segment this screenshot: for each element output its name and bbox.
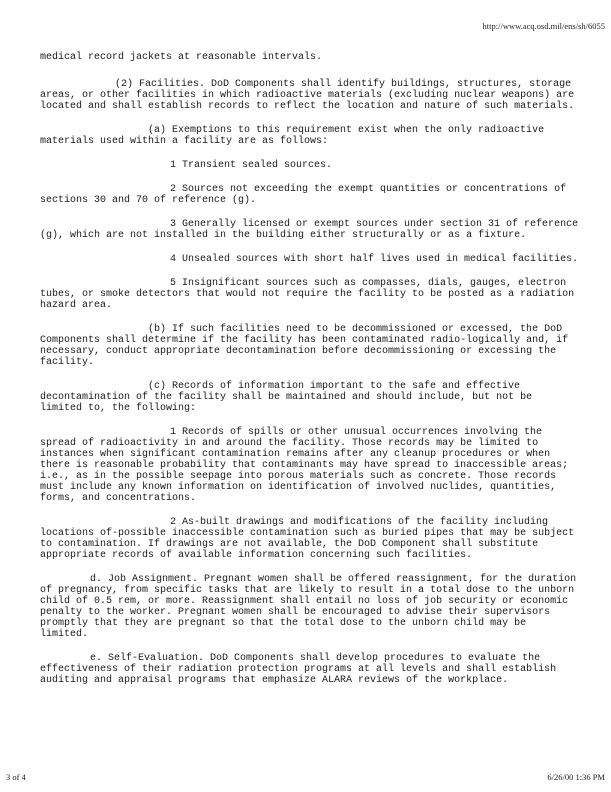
list-item-2: 2 Sources not exceeding the exempt quantities or concentrations of sections 30 and 70 of reference (g). <box>40 184 567 206</box>
records-item-1: 1 Records of spills or other unusual occurrences involving the spread of radioactivity in and around the facility. Those records may be limited to instances when significant contamination remains after any cleanup procedures or when there is reasonable probability that contaminants may have spread to inaccessible areas; i.e., as in the possible seepage into porous materials such as concrete. Those records must include any known information on identification of involved nuclides, quantities, forms, and concentrations. <box>40 427 569 504</box>
paragraph-continuation: medical record jackets at reasonable intervals. <box>40 52 323 63</box>
paragraph-decommission: (b) If such facilities need to be decommissioned or excessed, the DoD Components shall determine if the facility has been contaminated radio-logically and, if necessary, conduct appropriate decontamination before decommissioning or excessing the facility. <box>40 324 569 368</box>
records-item-2: 2 As-built drawings and modifications of the facility including locations of-possible inaccessible contamination such as buried pipes that may be subject to contamination. If drawings are not available, the DoD Component shall substitute appropriate records of available information concerning such facilities. <box>40 517 575 561</box>
list-item-4: 4 Unsealed sources with short half lives used in medical facilities. <box>170 254 579 265</box>
print-timestamp: 6/26/00 1:36 PM <box>547 772 605 782</box>
page-url: http://www.acq.osd.mil/ens/sh/6055 <box>482 21 605 31</box>
list-item-5: 5 Insignificant sources such as compasses, dials, gauges, electron tubes, or smoke detectors that would not require the facility to be posted as a radiation hazard area. <box>40 278 575 311</box>
paragraph-self-evaluation: e. Self-Evaluation. DoD Components shall develop procedures to evaluate the effectiveness of their radiation protection programs at all levels and shall establish auditing and appraisal programs that emphasize ALARA reviews of the workplace. <box>40 653 557 686</box>
paragraph-exemptions: (a) Exemptions to this requirement exist when the only radioactive materials used within a facility are as follows: <box>40 125 545 147</box>
paragraph-records: (c) Records of information important to the safe and effective decontamination of the facility shall be maintained and should include, but not be limited to, the following: <box>40 381 533 414</box>
paragraph-job-assignment: d. Job Assignment. Pregnant women shall be offered reassignment, for the duration of pregnancy, from specific tasks that are likely to result in a total dose to the unborn child of 0.5 rem, or more. Reassignment shall entail no loss of job security or economic penalty to the worker. Pregnant women shall be encouraged to advise their supervisors promptly that they are pregnant so that the total dose to the unborn child may be limited. <box>40 574 577 640</box>
paragraph-facilities: (2) Facilities. DoD Components shall identify buildings, structures, storage areas, or other facilities in which radioactive materials (excluding nuclear weapons) are located and shall establish records to reflect the location and nature of such materials. <box>40 79 575 112</box>
page-number: 3 of 4 <box>6 772 26 782</box>
document-body <box>40 52 580 699</box>
list-item-3: 3 Generally licensed or exempt sources under section 31 of reference (g), which are not installed in the building either structurally or as a fixture. <box>40 219 579 241</box>
list-item-1: 1 Transient sealed sources. <box>170 160 333 171</box>
